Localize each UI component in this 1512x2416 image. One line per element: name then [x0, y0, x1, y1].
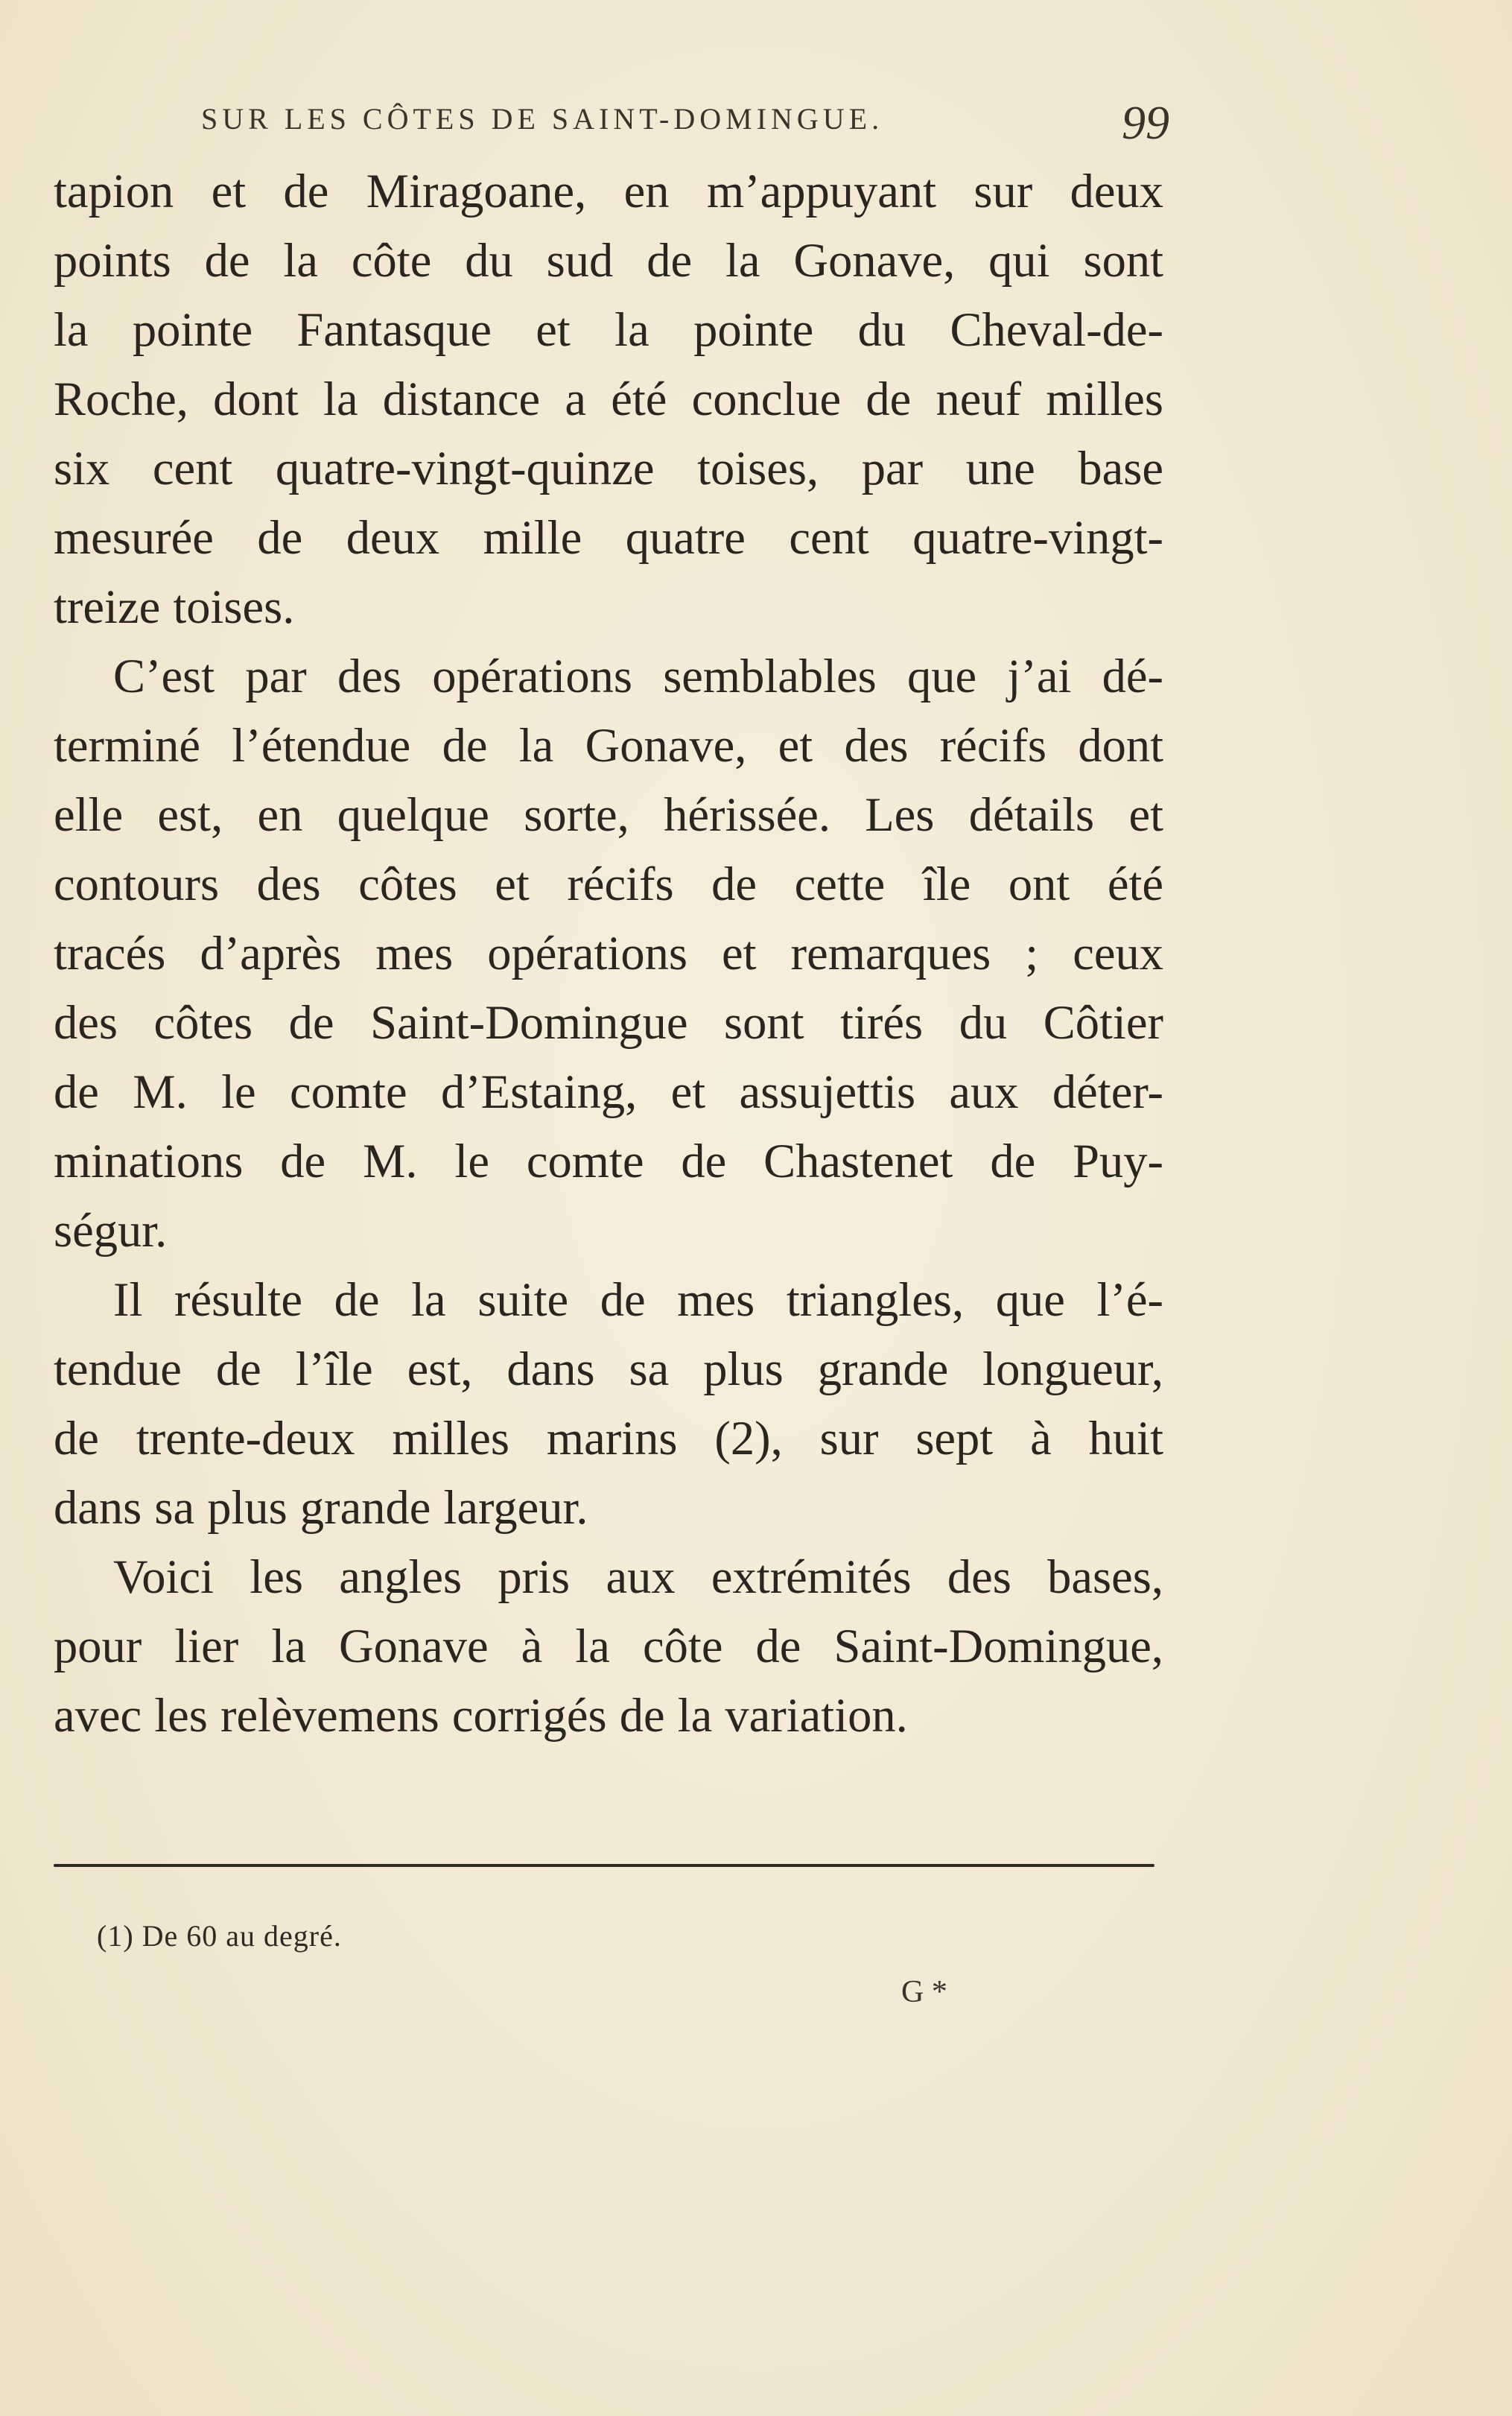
text-line: pour lier la Gonave à la côte de Saint-Domingue, — [54, 1620, 1163, 1673]
text-line: avec les relèvemens corrigés de la variation. — [54, 1689, 908, 1742]
text-line: six cent quatre-vingt-quinze toises, par une base — [54, 442, 1163, 495]
text-line: Roche, dont la distance a été conclue de neuf milles — [54, 372, 1163, 425]
text-line: des côtes de Saint-Domingue sont tirés du Côtier — [54, 996, 1163, 1049]
text-line: tapion et de Miragoane, en m’appuyant sur deux — [54, 165, 1163, 218]
text-line: de M. le comte d’Estaing, et assujettis aux déter- — [54, 1065, 1163, 1118]
text-line: points de la côte du sud de la Gonave, qui sont — [54, 234, 1163, 287]
text-line: treize toises. — [54, 580, 295, 633]
text-line: C’est par des opérations semblables que j’ai dé- — [113, 650, 1163, 703]
text-line: elle est, en quelque sorte, hérissée. Les détails et — [54, 788, 1163, 841]
page-number: 99 — [1122, 96, 1169, 149]
signature-mark: G * — [901, 1975, 947, 2009]
footnote: (1) De 60 au degré. — [97, 1919, 342, 1953]
text-line: tendue de l’île est, dans sa plus grande longueur, — [54, 1342, 1163, 1395]
text-line: Voici les angles pris aux extrémités des bases, — [113, 1550, 1163, 1603]
paragraph-4 — [54, 1542, 1163, 1750]
text-line: de trente-deux milles marins (2), sur sept à huit — [54, 1412, 1163, 1465]
body-text — [54, 156, 1163, 1750]
running-title: SUR LES CÔTES DE SAINT-DOMINGUE. — [201, 102, 884, 136]
text-line: ségur. — [54, 1204, 168, 1257]
paragraph-2 — [54, 641, 1163, 1265]
text-line: la pointe Fantasque et la pointe du Cheval-de- — [54, 303, 1163, 356]
text-line: mesurée de deux mille quatre cent quatre-vingt- — [54, 511, 1163, 564]
text-line: Il résulte de la suite de mes triangles, que l’é- — [113, 1273, 1163, 1326]
footnote-rule — [54, 1864, 1154, 1867]
running-head — [201, 95, 1169, 155]
paragraph-1 — [54, 156, 1163, 641]
text-line: dans sa plus grande largeur. — [54, 1481, 588, 1534]
paragraph-3 — [54, 1265, 1163, 1542]
text-line: tracés d’après mes opérations et remarques ; ceux — [54, 927, 1163, 980]
text-line: terminé l’étendue de la Gonave, et des récifs dont — [54, 719, 1163, 772]
text-line: contours des côtes et récifs de cette île ont été — [54, 857, 1163, 910]
text-line: minations de M. le comte de Chastenet de Puy- — [54, 1135, 1163, 1188]
